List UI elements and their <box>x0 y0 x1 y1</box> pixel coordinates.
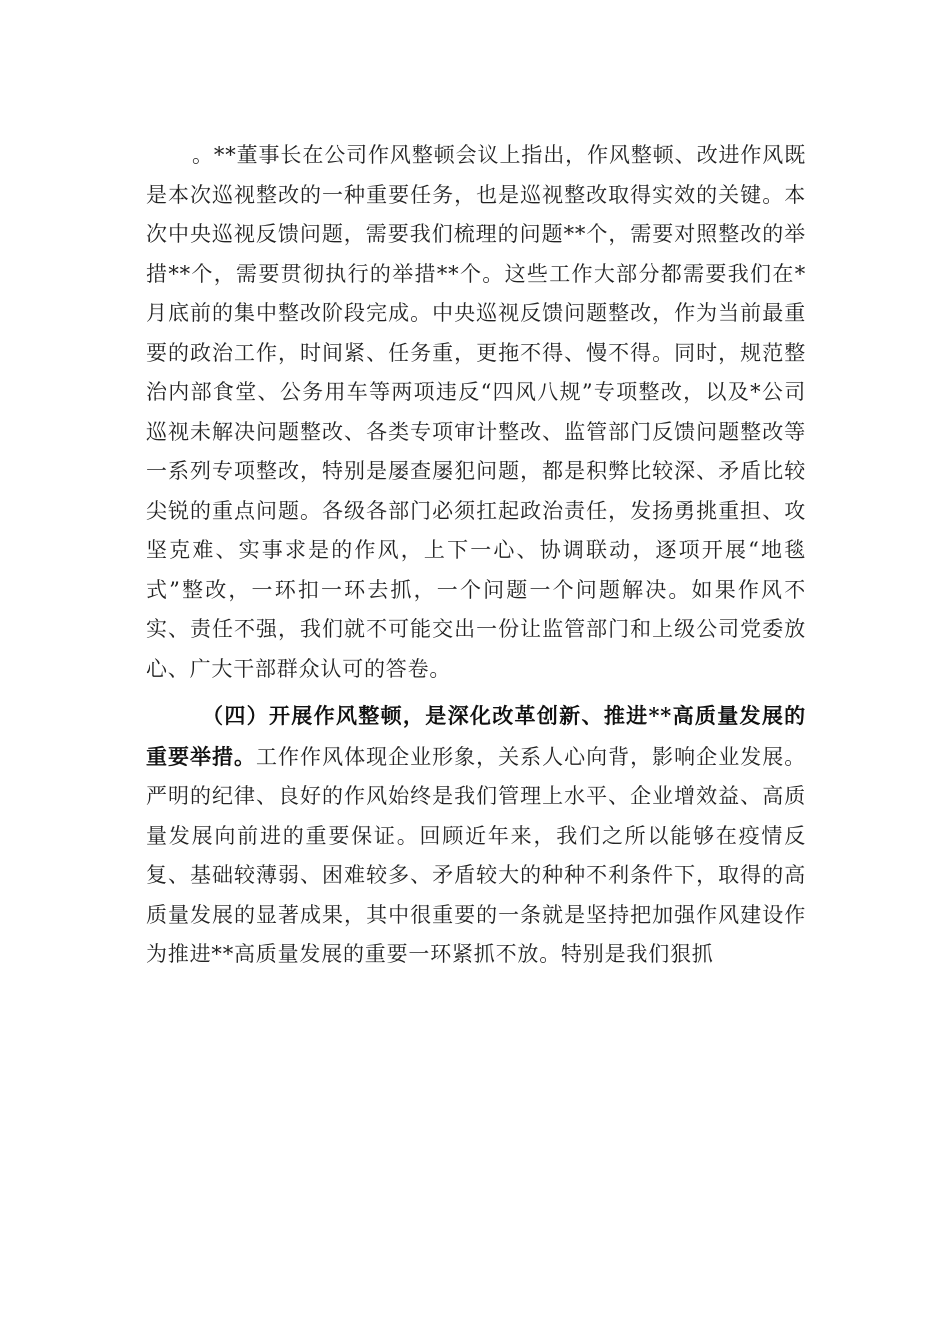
document-page <box>146 135 806 975</box>
paragraph-body: 。**董事长在公司作风整顿会议上指出，作风整顿、改进作风既是本次巡视整改的一种重要任务，也是巡视整改取得实效的关键。本次中央巡视反馈问题，需要我们梳理的问题**个，需要对照整改的举措**个，需要贯彻执行的举措**个。这些工作大部分都需要我们在*月底前的集中整改阶段完成。中央巡视反馈问题整改，作为当前最重要的政治工作，时间紧、任务重，更拖不得、慢不得。同时，规范整治内部食堂、公务用车等两项违反“四风八规”专项整改，以及*公司巡视未解决问题整改、各类专项审计整改、监管部门反馈问题整改等一系列专项整改，特别是屡查屡犯问题，都是积弊比较深、矛盾比较尖锐的重点问题。各级各部门必须扛起政治责任，发扬勇挑重担、攻坚克难、实事求是的作风，上下一心、协调联动，逐项开展“地毯式”整改，一环扣一环去抓，一个问题一个问题解决。如果作风不实、责任不强，我们就不可能交出一份让监管部门和上级公司党委放心、广大干部群众认可的答卷。 <box>146 143 806 681</box>
paragraph-body: 工作作风体现企业形象，关系人心向背，影响企业发展。严明的纪律、良好的作风始终是我们管理上水平、企业增效益、高质量发展向前进的重要保证。回顾近年来，我们之所以能够在疫情反复、基础较薄弱、困难较多、矛盾较大的种种不利条件下，取得的高质量发展的显著成果，其中很重要的一条就是坚持把加强作风建设作为推进**高质量发展的重要一环紧抓不放。特别是我们狠抓 <box>146 744 807 966</box>
section-heading-four: （四）开展作风整顿，是深化改革创新、推进**高质量发展的重要举措。 <box>146 703 806 769</box>
paragraph-section-four <box>146 696 806 975</box>
paragraph-rectification <box>146 135 806 689</box>
